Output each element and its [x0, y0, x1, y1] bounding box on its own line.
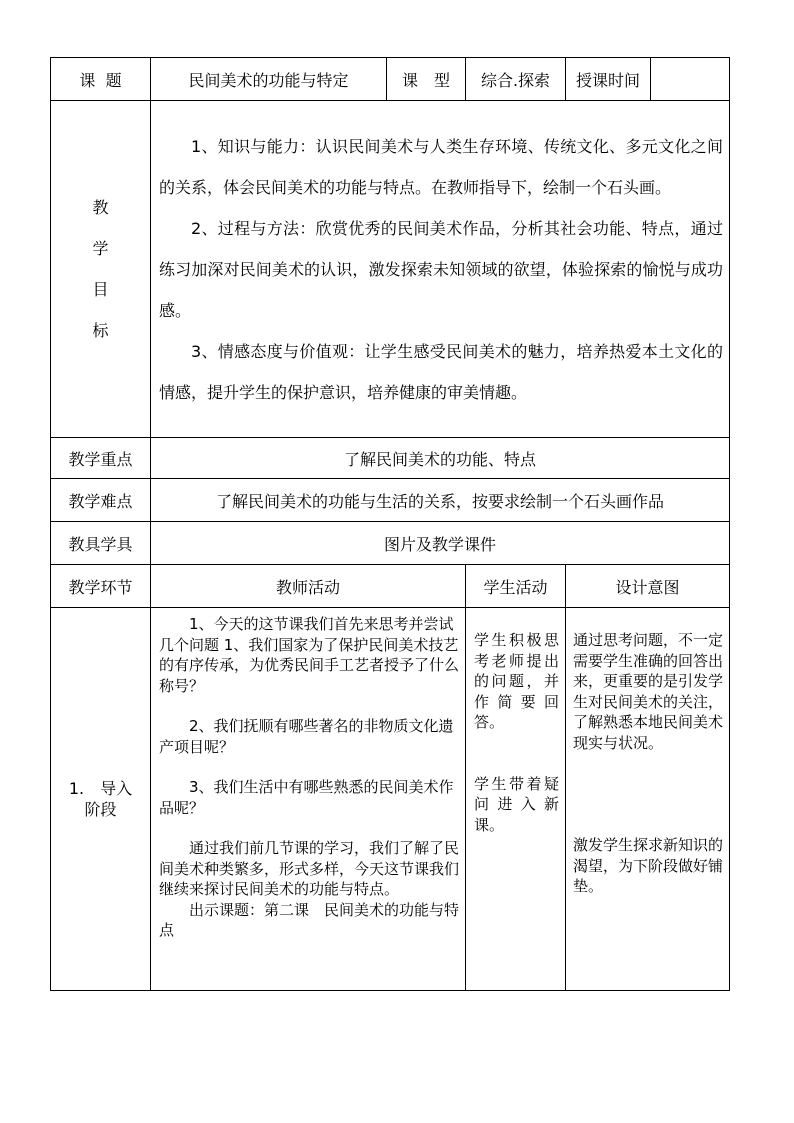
intent-paragraph: 通过思考问题，不一定需要学生准确的回答出来，更重要的是引发学生对民间美术的关注，了解熟悉本地民间美术现实与状况。	[573, 631, 724, 752]
column-intent: 设计意图	[566, 565, 730, 608]
time-value	[651, 58, 730, 101]
tools-label: 教具学具	[51, 522, 151, 565]
stage1-design-intent	[566, 608, 730, 991]
stage1-name: 1. 导入阶段	[51, 608, 151, 991]
topic-value: 民间美术的功能与特定	[151, 58, 387, 101]
key-point-label: 教学重点	[51, 438, 151, 479]
topic-label: 课 题	[51, 58, 151, 101]
difficulty-value: 了解民间美术的功能与生活的关系，按要求绘制一个石头画作品	[151, 479, 730, 522]
stage1-student-activity	[466, 608, 566, 991]
goal-process: 2、过程与方法：欣赏优秀的民间美术作品，分析其社会功能、特点，通过练习加深对民间美术的认识，激发探索未知领域的欲望，体验探索的愉悦与成功感。	[159, 218, 723, 320]
columns-header-row	[51, 565, 730, 608]
goal-knowledge: 1、知识与能力：认识民间美术与人类生存环境、传统文化、多元文化之间的关系，体会民间美术的功能与特点。在教师指导下，绘制一个石头画。	[159, 136, 723, 197]
teacher-paragraph: 出示课题：第二课 民间美术的功能与特点	[159, 900, 460, 939]
goal-attitude: 3、情感态度与价值观：让学生感受民间美术的魅力，培养热爱本土文化的情感，提升学生的保护意识，培养健康的审美情趣。	[159, 341, 723, 402]
difficulty-label: 教学难点	[51, 479, 151, 522]
stage1-row	[51, 608, 730, 991]
key-point-row	[51, 438, 730, 479]
key-point-value: 了解民间美术的功能、特点	[151, 438, 730, 479]
goals-label-char: 目	[92, 280, 109, 299]
header-row	[51, 58, 730, 101]
type-label: 课 型	[387, 58, 466, 101]
type-value: 综合.探索	[466, 58, 566, 101]
goals-label	[51, 101, 151, 438]
goals-content	[151, 101, 730, 438]
lesson-plan-table	[50, 57, 730, 991]
goals-row	[51, 101, 730, 438]
goals-label-char: 教	[92, 198, 109, 217]
teacher-paragraph: 通过我们前几节课的学习，我们了解了民间美术种类繁多，形式多样，今天这节课我们继续来探讨民间美术的功能与特点。	[159, 839, 460, 898]
goals-label-char: 标	[92, 321, 109, 340]
lesson-plan-document	[50, 57, 729, 991]
intent-paragraph: 激发学生探求新知识的渴望，为下阶段做好铺垫。	[573, 836, 724, 895]
teacher-paragraph: 2、我们抚顺有哪些著名的非物质文化遗产项目呢？	[159, 717, 454, 756]
stage1-teacher-activity	[151, 608, 466, 991]
column-student: 学生活动	[466, 565, 566, 608]
difficulty-row	[51, 479, 730, 522]
time-label: 授课时间	[566, 58, 651, 101]
column-stage: 教学环节	[51, 565, 151, 608]
student-paragraph: 学生带着疑问进入新课。	[474, 774, 559, 834]
tools-row	[51, 522, 730, 565]
goals-label-char: 学	[92, 239, 109, 258]
column-teacher: 教师活动	[151, 565, 466, 608]
teacher-paragraph: 1、今天的这节课我们首先来思考并尝试几个问题 1、我们国家为了保护民间美术技艺的有序传承，为优秀民间手工艺者授予了什么称号？	[159, 615, 460, 695]
teacher-paragraph: 3、我们生活中有哪些熟悉的民间美术作品呢？	[159, 778, 454, 817]
tools-value: 图片及教学课件	[151, 522, 730, 565]
student-paragraph: 学生积极思考老师提出的问题，并作简要回答。	[474, 631, 559, 731]
